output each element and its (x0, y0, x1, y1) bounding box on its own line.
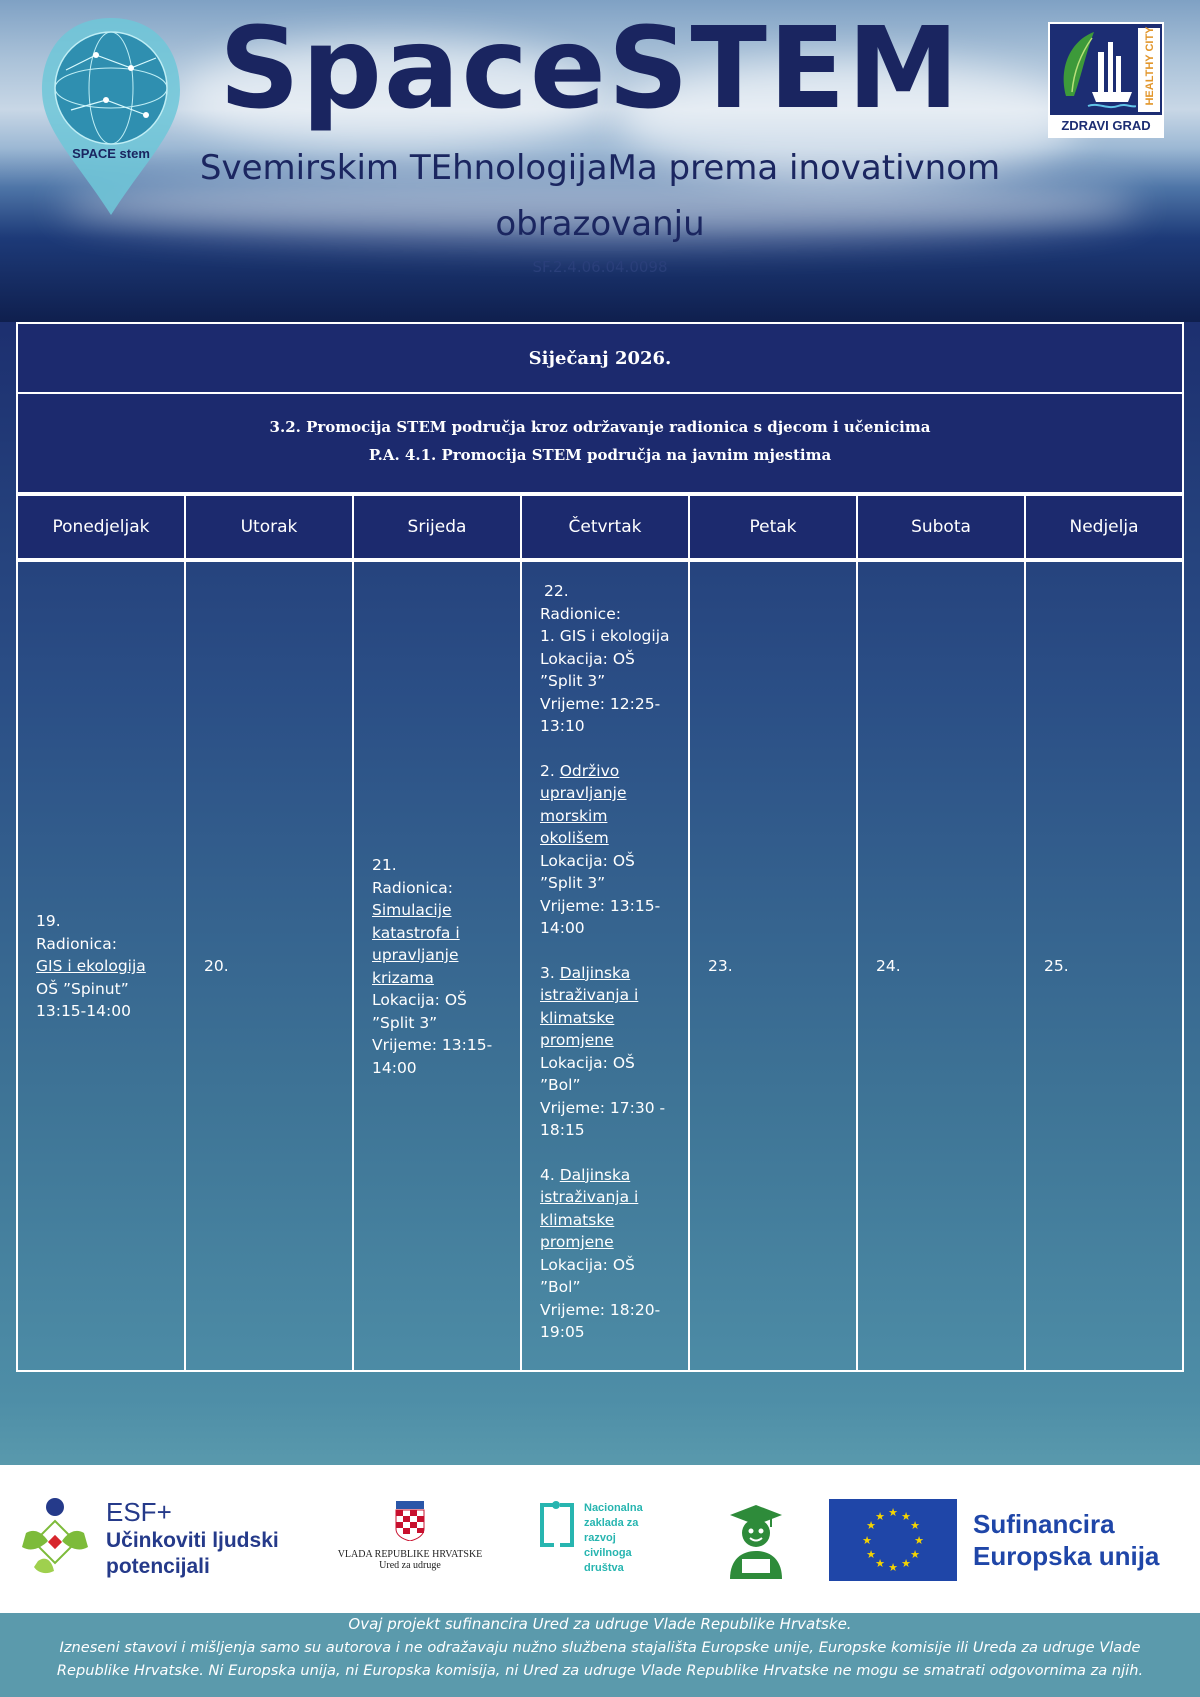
day-header-wed: Srijeda (352, 494, 522, 560)
croatian-coat-of-arms-icon (394, 1501, 426, 1541)
day-header-sun: Nedjelja (1024, 494, 1184, 560)
dot-icon (552, 1501, 560, 1509)
month-title: Siječanj 2026. (528, 348, 672, 369)
day-date: 20. (204, 957, 229, 975)
svg-text:★: ★ (888, 1561, 898, 1574)
bracket-icon (560, 1503, 574, 1547)
svg-text:★: ★ (901, 1510, 911, 1523)
svg-text:★: ★ (862, 1534, 872, 1547)
event-topic-link[interactable]: Simulacije katastrofa i upravljanje krizama (372, 901, 460, 987)
day-date: 19. (36, 912, 61, 930)
healthy-city-icon (1052, 26, 1136, 112)
eu-stars-icon (829, 1499, 957, 1581)
day-date: 24. (876, 957, 901, 975)
disclaimer-line: Republike Hrvatske. Ni Europska unija, ni Europska komisija, ni Ured za udruge Vlade Republike Hrvatske ne mogu se smatrati odgovornima za njih. (56, 1662, 1144, 1679)
event-location: ”Split 3” (540, 874, 606, 892)
gov-line: VLADA REPUBLIKE HRVATSKE (337, 1549, 483, 1560)
svg-text:★: ★ (866, 1548, 876, 1561)
event-time: Vrijeme: 12:25- (540, 694, 661, 713)
event-location: Lokacija: OŠ (540, 649, 635, 668)
disclaimer (0, 1613, 1200, 1697)
government-logo (330, 1501, 490, 1581)
svg-text:★: ★ (910, 1548, 920, 1561)
nz-line: društva (584, 1562, 624, 1574)
event-topic-link[interactable]: morskim (540, 806, 608, 825)
disclaimer-line: Ovaj projekt sufinancira Ured za udruge Vlade Republike Hrvatske. (348, 1615, 852, 1633)
event-location: Lokacija: OŠ (540, 1255, 635, 1274)
day-date: 25. (1044, 957, 1069, 975)
day-date: 21. (372, 856, 397, 874)
event-topic-link[interactable]: istraživanja i (540, 1188, 639, 1206)
day-cell-mon (16, 560, 186, 1372)
event-topic-link[interactable]: klimatske (540, 1210, 615, 1229)
svg-text:★: ★ (875, 1557, 885, 1570)
esf-icon (18, 1497, 92, 1581)
event-topic-link[interactable]: Daljinska (559, 1165, 631, 1184)
event-location: ”Bol” (540, 1076, 581, 1094)
day-cell-thu (520, 560, 690, 1372)
event-location: Lokacija: OŠ (372, 991, 467, 1009)
nz-line: zaklada za (584, 1517, 639, 1529)
event-time: 14:00 (372, 1058, 417, 1077)
svg-text:★: ★ (888, 1506, 898, 1519)
event-topic-link[interactable]: istraživanja i (540, 986, 639, 1004)
event-time: 19:05 (540, 1323, 585, 1341)
eu-line: Europska unija (973, 1541, 1160, 1571)
event-time: 13:15-14:00 (36, 1002, 131, 1020)
event-topic-link[interactable]: okolišem (540, 829, 609, 847)
event-time: Vrijeme: 13:15- (540, 896, 661, 915)
day-cell-wed (352, 560, 522, 1372)
esf-line: Učinkoviti ljudski (106, 1529, 279, 1552)
event-topic-link[interactable]: klimatske (540, 1008, 615, 1027)
funding-logos (0, 1465, 1200, 1613)
subtitle-line: obrazovanju (495, 204, 705, 244)
svg-text:★: ★ (866, 1519, 876, 1532)
gov-line: Ured za udruge (379, 1560, 441, 1571)
day-header-tue: Utorak (184, 494, 354, 560)
event-type: Radionica: (36, 934, 117, 953)
day-header-fri: Petak (688, 494, 858, 560)
page-title: SpaceSTEM (219, 4, 961, 134)
day-cell-sun (1024, 560, 1184, 1372)
workshop-item: 4. Daljinska istraživanja i klimatske promjene Lokacija: OŠ ”Bol” Vrijeme: 18:20- 19:05 (540, 1164, 678, 1344)
activity-line: P.A. 4.1. Promocija STEM područja na javnim mjestima (368, 446, 832, 464)
eu-logo (829, 1499, 1185, 1583)
eu-flag-icon (829, 1499, 957, 1581)
event-location: ”Bol” (540, 1278, 581, 1296)
svg-text:★: ★ (910, 1519, 920, 1532)
event-time: 13:10 (540, 717, 585, 735)
svg-text:★: ★ (875, 1510, 885, 1523)
healthy-city-label: ZDRAVI GRAD (1050, 115, 1162, 137)
event-location: ”Split 3” (540, 672, 606, 690)
svg-text:★: ★ (914, 1534, 924, 1547)
event-type: Radionica: (372, 878, 453, 897)
event-topic-link[interactable]: GIS i ekologija (36, 957, 146, 975)
student-icon (726, 1501, 786, 1579)
activity-line: 3.2. Promocija STEM područja kroz održavanje radionica s djecom i učenicima (269, 418, 931, 436)
event-type: Radionice: (540, 604, 621, 623)
national-foundation-logo (540, 1501, 670, 1591)
workshop-item: 1. GIS i ekologija Lokacija: OŠ ”Split 3” Vrijeme: 12:25- 13:10 (540, 625, 678, 738)
bracket-icon (540, 1503, 554, 1547)
event-time: 14:00 (540, 919, 585, 937)
activity-row (16, 394, 1184, 494)
event-location: Lokacija: OŠ (540, 851, 635, 870)
esf-title: ESF+ (106, 1497, 172, 1527)
event-topic-link[interactable]: Daljinska (559, 963, 631, 982)
event-topic-link[interactable]: promjene (540, 1233, 614, 1251)
event-topic-link[interactable]: upravljanje (540, 784, 627, 802)
subtitle-line: Svemirskim TEhnologijaMa prema inovativnom (199, 148, 1001, 188)
esf-logo (18, 1497, 308, 1587)
event-topic-link[interactable]: Održivo (559, 761, 620, 780)
workshop-item: 3. Daljinska istraživanja i klimatske promjene Lokacija: OŠ ”Bol” Vrijeme: 17:30 - 18:15 (540, 962, 678, 1142)
day-date: 22. (544, 582, 569, 600)
nz-line: civilnoga (584, 1547, 632, 1559)
healthy-city-logo (1048, 22, 1164, 138)
healthy-city-vertical: HEALTHY CITY (1138, 28, 1160, 112)
esf-line: potencijali (106, 1555, 210, 1578)
page-subtitle (160, 140, 1040, 252)
nz-line: Nacionalna (584, 1502, 643, 1514)
logo-text: SPACE stem (72, 146, 150, 161)
event-topic: GIS i ekologija (559, 627, 670, 645)
event-time: Vrijeme: 17:30 - (540, 1098, 666, 1117)
day-cell-fri (688, 560, 858, 1372)
nz-line: razvoj (584, 1532, 616, 1544)
event-location: ”Split 3” (372, 1013, 438, 1032)
disclaimer-line: Izneseni stavovi i mišljenja samo su autorova i ne odražavaju nužno službena stajališta Europske unije, Europske komisije ili Ureda za udruge Vlade (59, 1639, 1141, 1656)
event-time: Vrijeme: 13:15- (372, 1036, 493, 1054)
event-time: Vrijeme: 18:20- (540, 1300, 661, 1319)
day-cell-sat (856, 560, 1026, 1372)
day-cell-tue (184, 560, 354, 1372)
day-date: 23. (708, 957, 733, 975)
svg-text:★: ★ (901, 1557, 911, 1570)
month-row (16, 322, 1184, 394)
schedule-table (16, 322, 1184, 1372)
project-code: SF.2.4.06.04.0098 (532, 258, 668, 276)
day-header-mon: Ponedjeljak (16, 494, 186, 560)
event-topic-link[interactable]: promjene (540, 1031, 614, 1049)
event-location: Lokacija: OŠ (540, 1053, 635, 1072)
event-location: OŠ ”Spinut” (36, 979, 129, 998)
day-header-sat: Subota (856, 494, 1026, 560)
day-header-thu: Četvrtak (520, 494, 690, 560)
eu-line: Sufinancira (973, 1509, 1115, 1539)
workshop-item: 2. Održivo upravljanje morskim okolišem Lokacija: OŠ ”Split 3” Vrijeme: 13:15- 14:00 (540, 760, 678, 940)
header-banner (0, 0, 1200, 322)
event-time: 18:15 (540, 1121, 585, 1139)
